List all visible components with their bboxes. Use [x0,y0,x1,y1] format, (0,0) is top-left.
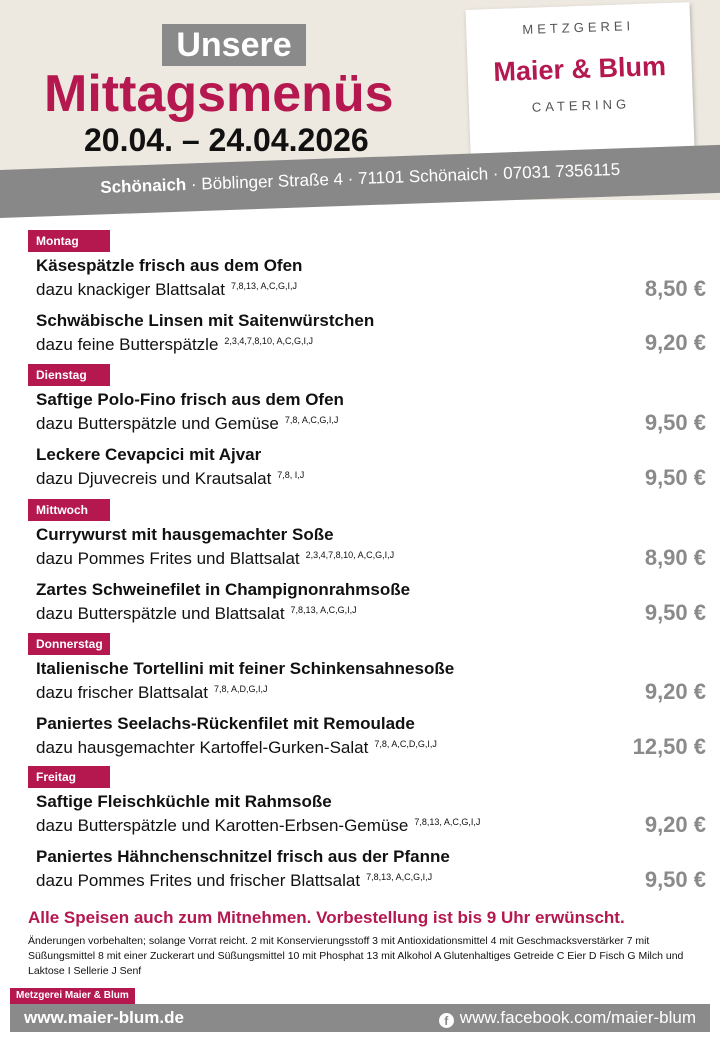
side-text: dazu knackiger Blattsalat [36,280,225,299]
dish-side [36,871,432,891]
price: 8,90 € [644,545,706,570]
logo-brand-name: Maier & Blum [492,51,667,88]
dish-title: Schwäbische Linsen mit Saitenwürstchen [36,311,375,330]
price: 9,50 € [644,410,706,435]
day-label-monday: Montag [28,230,110,252]
allergen-codes: 7,8,13, A,C,G,I,J [231,281,298,291]
allergen-codes: 2,3,4,7,8,10, A,C,G,I,J [305,550,395,560]
dish-side [36,604,357,624]
address-details: · Böblinger Straße 4 · 71101 Schönaich · 07031 7356115 [185,159,621,194]
website-link[interactable]: www.maier-blum.de [24,1008,184,1027]
side-text: dazu Butterspätzle und Blattsalat [36,604,285,623]
day-label-thursday: Donnerstag [28,633,110,655]
allergen-codes: 7,8, A,C,D,G,I,J [374,739,437,749]
allergen-codes: 7,8, A,C,G,I,J [284,415,339,425]
dish-title: Italienische Tortellini mit feiner Schinkensahnesoße [36,659,455,678]
logo-bottom-text: CATERING [531,96,631,115]
dish-title: Saftige Polo-Fino frisch aus dem Ofen [36,390,344,409]
facebook-url: www.facebook.com/maier-blum [459,1008,696,1027]
price: 9,20 € [644,812,706,837]
logo [466,2,695,154]
allergen-codes: 7,8,13, A,C,G,I,J [290,605,357,615]
dish-side [36,414,338,434]
address-town: Schönaich [100,174,187,197]
side-text: dazu Pommes Frites und frischer Blattsalat [36,871,361,890]
logo-top-text: METZGEREI [522,18,635,37]
facebook-icon: f [439,1013,454,1028]
dish-title: Zartes Schweinefilet in Champignonrahmsoße [36,580,411,599]
allergen-codes: 7,8, A,D,G,I,J [213,684,268,694]
side-text: dazu Butterspätzle und Karotten-Erbsen-Gemüse [36,816,409,835]
dish-title: Käsespätzle frisch aus dem Ofen [36,256,303,275]
allergen-codes: 7,8, I,J [277,470,305,480]
dish-side [36,816,480,836]
day-label-wednesday: Mittwoch [28,499,110,521]
price: 12,50 € [632,734,706,759]
allergen-legend: Änderungen vorbehalten; solange Vorrat reicht. 2 mit Konservierungsstoff 3 mit Antioxidationsmittel 4 mit Geschmacksverstärker 7 mit Süßungsmittel 8 mit einer Zuckerart und Süßungsmittel 10 mit Phosphat 13 mit Alkohol A Glutenhaltiges Getreide C Eier D Fisch G Milch und Laktose I Sellerie J Senf [28,935,684,977]
dish-title: Currywurst mit hausgemachter Soße [36,525,334,544]
dish-title: Leckere Cevapcici mit Ajvar [36,445,262,464]
page-title: Mittagsmenüs [44,65,394,123]
day-label-friday: Freitag [28,766,110,788]
side-text: dazu Butterspätzle und Gemüse [36,414,279,433]
allergen-codes: 2,3,4,7,8,10, A,C,G,I,J [224,336,313,346]
price: 9,20 € [644,679,706,704]
dish-title: Paniertes Hähnchenschnitzel frisch aus der Pfanne [36,847,450,866]
price: 9,50 € [644,465,706,490]
price: 9,50 € [644,600,706,625]
date-range: 20.04. – 24.04.2026 [84,122,369,158]
allergen-codes: 7,8,13, A,C,G,I,J [414,817,481,827]
dish-side [36,335,313,355]
price: 9,20 € [644,330,706,355]
dish-side [36,549,394,569]
allergen-codes: 7,8,13, A,C,G,I,J [366,872,433,882]
day-label-tuesday: Dienstag [28,364,110,386]
side-text: dazu Pommes Frites und Blattsalat [36,549,300,568]
price: 9,50 € [644,867,706,892]
unsere-text: Unsere [176,26,292,64]
unsere-badge [162,24,306,66]
dish-side [36,280,297,300]
price: 8,50 € [644,276,706,301]
side-text: dazu feine Butterspätzle [36,335,219,354]
takeaway-notice: Alle Speisen auch zum Mitnehmen. Vorbestellung ist bis 9 Uhr erwünscht. [28,908,625,927]
dish-side [36,683,268,703]
side-text: dazu frischer Blattsalat [36,683,208,702]
dish-title: Paniertes Seelachs-Rückenfilet mit Remoulade [36,714,415,733]
dish-title: Saftige Fleischküchle mit Rahmsoße [36,792,332,811]
dish-side [36,738,437,758]
dish-side [36,469,304,489]
side-text: dazu hausgemachter Kartoffel-Gurken-Salat [36,738,369,757]
facebook-link[interactable] [439,1004,696,1032]
footer-brand-tab: Metzgerei Maier & Blum [10,988,135,1004]
footer-bar [10,1004,710,1032]
side-text: dazu Djuvecreis und Krautsalat [36,469,272,488]
